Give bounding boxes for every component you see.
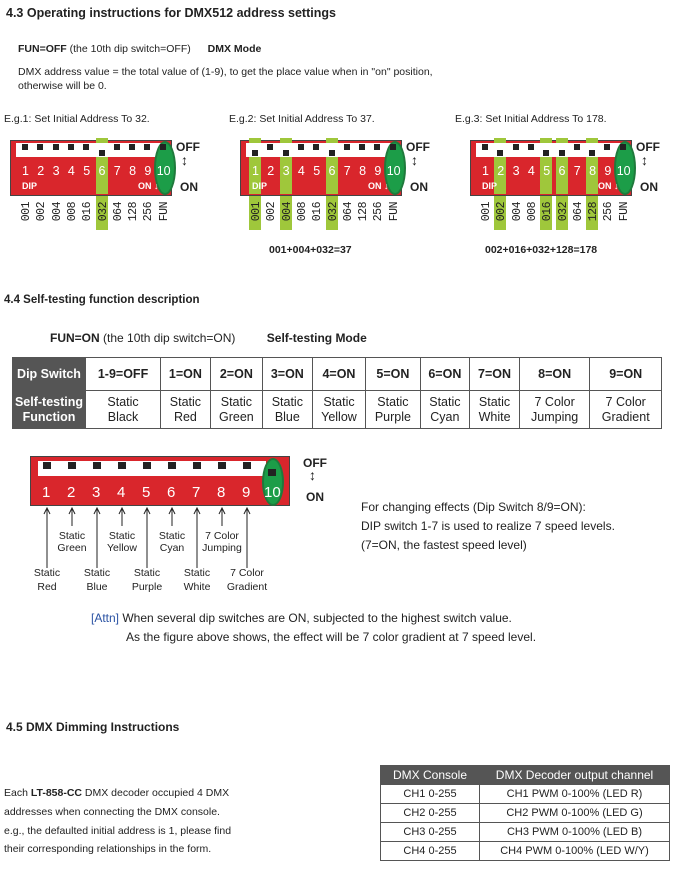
dmx-decoder-header: DMX Decoder output channel	[480, 766, 670, 785]
place-value: 064	[571, 202, 585, 222]
dip-switch	[192, 461, 202, 476]
effect-l2: Cyan	[159, 542, 185, 554]
dip-switch-knob	[390, 144, 396, 150]
dip-switch	[542, 143, 550, 155]
dip-switch	[113, 143, 121, 155]
dip-switch	[67, 461, 77, 476]
section-4-4-title: 4.4 Self-testing function description	[4, 294, 200, 306]
effect-l1: 7 Color	[205, 530, 239, 542]
function-label-l2: Function	[22, 409, 76, 424]
effect-l2: Yellow	[107, 542, 137, 554]
dip-switch	[527, 143, 535, 155]
dmx-table-row	[381, 823, 670, 842]
place-value: 016	[541, 202, 555, 222]
dip-switch	[496, 143, 504, 155]
switch-number: 2	[37, 164, 45, 178]
function-cell	[312, 391, 366, 429]
dmx-mode-label: DMX Mode	[207, 43, 262, 55]
effect-l1: Static	[58, 530, 86, 542]
dip-switch	[217, 461, 227, 476]
dip-switch	[67, 143, 75, 155]
console-cell: CH1 0-255	[381, 785, 480, 804]
dip-switch	[142, 461, 152, 476]
dmx-text-line1	[4, 787, 229, 799]
dip-switch-knob	[283, 150, 289, 156]
switch-number: 6	[167, 484, 176, 501]
attn-line2: As the figure above shows, the effect will be 7 color gradient at 7 speed level.	[126, 630, 537, 644]
switch-number: 6	[98, 164, 106, 178]
place-value: 128	[357, 202, 371, 222]
switch-number: 8	[129, 164, 137, 178]
switch-pointer-arrows	[30, 504, 290, 594]
function-l2: Gradient	[601, 409, 650, 424]
dip-switch-knob	[604, 144, 610, 150]
switch-number: 5	[83, 164, 91, 178]
example-2-dip-diagram	[240, 138, 440, 233]
fun-on-note: (the 10th dip switch=ON)	[103, 331, 236, 345]
dip-switch	[128, 143, 136, 155]
function-l1: Static	[478, 394, 511, 409]
switch-number: 10	[156, 164, 171, 178]
switch-number: 10	[616, 164, 631, 178]
place-value: FUN	[157, 202, 171, 222]
place-value: 002	[495, 202, 509, 222]
on-label: ON ↓	[598, 181, 619, 191]
section-4-3-title: 4.3 Operating instructions for DMX512 address settings	[6, 6, 336, 20]
up-down-arrow-icon: ↕	[411, 152, 418, 168]
header-cell: 1=ON	[161, 358, 211, 391]
header-cell: 7=ON	[470, 358, 520, 391]
switch-number: 2	[67, 484, 76, 501]
example-1-dip-diagram	[10, 138, 210, 233]
example-3-dip-diagram	[470, 138, 670, 233]
function-label-l1: Self-testing	[14, 394, 84, 409]
function-l1: 7 Color	[605, 394, 646, 409]
place-value: 128	[127, 202, 141, 222]
dip-switch	[297, 143, 305, 155]
function-cell	[86, 391, 161, 429]
function-cell	[590, 391, 662, 429]
switch-number: 7	[192, 484, 201, 501]
dip-switch-knob	[528, 144, 534, 150]
function-l2: Black	[107, 409, 139, 424]
dip-switch	[266, 143, 274, 155]
fun-off-label: FUN=OFF	[18, 43, 67, 55]
effects-line3: (7=ON, the fastest speed level)	[361, 538, 527, 552]
dip-label: DIP	[252, 181, 268, 191]
function-l1: Static	[107, 394, 139, 409]
dip-switch-knob	[268, 469, 276, 476]
function-l2: Red	[173, 409, 197, 424]
dip-switch-knob	[344, 144, 350, 150]
place-value: 016	[81, 202, 95, 222]
dip-switch-knob	[620, 144, 626, 150]
dip-switch	[251, 143, 259, 155]
dip-switch-knob	[589, 150, 595, 156]
switch-number: 8	[359, 164, 367, 178]
dmx-table-row	[381, 785, 670, 804]
function-cell	[519, 391, 589, 429]
function-l2: Cyan	[430, 409, 460, 424]
dip-switch-knob	[267, 144, 273, 150]
switch-number: 7	[113, 164, 121, 178]
dip-switch-knob	[559, 150, 565, 156]
place-value: 064	[341, 202, 355, 222]
dip-switch	[36, 143, 44, 155]
fun-on-label: FUN=ON	[50, 331, 100, 345]
dip-switch	[619, 143, 627, 155]
dip-switch-knob	[243, 462, 251, 469]
dip-switch	[588, 143, 596, 155]
example-3-label: E.g.3: Set Initial Address To 178.	[455, 113, 607, 125]
dip-switch-knob	[193, 462, 201, 469]
self-testing-table	[12, 357, 662, 429]
function-l2: White	[478, 409, 511, 424]
dip-switch	[481, 143, 489, 155]
place-value: 008	[65, 202, 79, 222]
dip-label: DIP	[482, 181, 498, 191]
attn-text1: When several dip switches are ON, subjected to the highest switch value.	[122, 611, 512, 625]
header-dip-switch: Dip Switch	[13, 358, 86, 391]
dmx-table-header	[381, 766, 670, 785]
switch-number: 7	[343, 164, 351, 178]
function-cell	[470, 391, 520, 429]
dmx-desc-line1: DMX address value = the total value of (1-9), to get the place value when in "on" position,	[18, 66, 433, 78]
function-l1: Static	[169, 394, 202, 409]
fun-off-note: (the 10th dip switch=OFF)	[69, 43, 191, 55]
dip-switch	[328, 143, 336, 155]
effect-l2: White	[183, 581, 211, 593]
on-label: ON	[180, 180, 198, 194]
function-l1: Static	[271, 394, 303, 409]
example-3-formula: 002+016+032+128=178	[485, 244, 598, 256]
place-value: 032	[326, 202, 340, 222]
effects-line1: For changing effects (Dip Switch 8/9=ON):	[361, 500, 586, 514]
off-label: OFF	[636, 140, 660, 154]
dip-switch	[21, 143, 29, 155]
attn-tag: [Attn]	[91, 611, 120, 625]
switch-number: 3	[92, 484, 101, 501]
dip-switch-knob	[143, 462, 151, 469]
header-cell: 6=ON	[420, 358, 470, 391]
switch-number: 9	[374, 164, 382, 178]
place-value: 016	[311, 202, 325, 222]
function-l1: Static	[377, 394, 409, 409]
dmx-text-line2: addresses when connecting the DMX console.	[4, 806, 220, 818]
off-label: OFF	[176, 140, 200, 154]
switch-number: 9	[144, 164, 152, 178]
dip-switch-knob	[482, 144, 488, 150]
dip-switch	[42, 461, 52, 476]
dip-switch-knob	[359, 144, 365, 150]
switch-number: 5	[313, 164, 321, 178]
dip-switch	[267, 461, 277, 476]
function-cell	[161, 391, 211, 429]
dmx-text-1a: Each	[4, 787, 31, 799]
dip-switch	[92, 461, 102, 476]
switch-number: 8	[589, 164, 597, 178]
function-l2: Green	[218, 409, 254, 424]
function-l2: Yellow	[321, 409, 357, 424]
dip-switch	[573, 143, 581, 155]
dip-switch-knob	[513, 144, 519, 150]
fun-off-line	[18, 43, 261, 55]
function-l2: Blue	[274, 409, 300, 424]
switch-number: 4	[297, 164, 305, 178]
place-value: 001	[480, 202, 493, 222]
example-2-formula: 001+004+032=37	[269, 244, 352, 256]
dip-switch-knob	[68, 144, 74, 150]
dip-switch-knob	[144, 144, 150, 150]
place-value: 256	[602, 202, 616, 222]
place-value: 256	[142, 202, 156, 222]
switch-number: 2	[267, 164, 275, 178]
switch-number: 7	[573, 164, 581, 178]
effect-l1: Static	[33, 567, 61, 579]
dip-switch	[373, 143, 381, 155]
header-cell: 8=ON	[519, 358, 589, 391]
switch-number: 1	[482, 164, 489, 178]
switch-number: 4	[527, 164, 535, 178]
place-value: 004	[510, 202, 524, 222]
switch-number: 8	[217, 484, 226, 501]
switch-number: 1	[252, 164, 259, 178]
switch-number: 5	[142, 484, 151, 501]
decoder-cell: CH3 PWM 0-100% (LED B)	[480, 823, 670, 842]
up-down-arrow-icon: ↕	[641, 152, 648, 168]
function-l1: Static	[220, 394, 252, 409]
function-l1: Static	[323, 394, 355, 409]
dip-switch	[389, 143, 397, 155]
switch-number: 10	[386, 164, 401, 178]
dmx-channel-table	[380, 765, 670, 861]
function-l1: Static	[429, 394, 461, 409]
switch-number: 2	[497, 164, 505, 178]
off-label: OFF	[303, 456, 327, 470]
console-cell: CH3 0-255	[381, 823, 480, 842]
dmx-desc-line2: otherwise will be 0.	[18, 80, 107, 92]
switch-number: 4	[67, 164, 75, 178]
dip-switch-knob	[329, 150, 335, 156]
dip-switch-knob	[83, 144, 89, 150]
on-label: ON	[640, 180, 658, 194]
header-cell: 1-9=OFF	[86, 358, 161, 391]
effect-l2: Blue	[86, 581, 108, 593]
dip-switch-knob	[298, 144, 304, 150]
up-down-arrow-icon: ↕	[309, 467, 316, 483]
place-value: 256	[372, 202, 386, 222]
dip-switch-knob	[168, 462, 176, 469]
dip-switch-knob	[218, 462, 226, 469]
dip-switch-knob	[53, 144, 59, 150]
switch-number: 1	[42, 484, 51, 501]
switch-number: 5	[543, 164, 551, 178]
effect-l2: Red	[37, 581, 57, 593]
place-value: FUN	[387, 202, 401, 222]
place-value: 004	[280, 202, 294, 222]
dip-switch-knob	[37, 144, 43, 150]
header-cell: 3=ON	[262, 358, 312, 391]
function-l2: Jumping	[531, 409, 579, 424]
header-cell: 2=ON	[210, 358, 262, 391]
effect-l1: Static	[108, 530, 136, 542]
dip-switch	[98, 143, 106, 155]
place-value: 002	[265, 202, 279, 222]
dip-switch-knob	[252, 150, 258, 156]
dip-switch-knob	[114, 144, 120, 150]
dmx-text-line3: e.g., the defaulted initial address is 1, please find	[4, 825, 232, 837]
up-down-arrow-icon: ↕	[181, 152, 188, 168]
dip-switch	[52, 143, 60, 155]
on-label: ON	[306, 490, 324, 504]
switch-number: 4	[117, 484, 126, 501]
dip-switch	[143, 143, 151, 155]
dip-switch-knob	[543, 150, 549, 156]
place-value: 004	[50, 202, 64, 222]
decoder-cell: CH1 PWM 0-100% (LED R)	[480, 785, 670, 804]
place-value: 032	[96, 202, 110, 222]
dip-switch	[343, 143, 351, 155]
place-value: 064	[111, 202, 125, 222]
function-cell	[262, 391, 312, 429]
dip-switch-knob	[497, 150, 503, 156]
place-value: 001	[20, 202, 33, 222]
off-label: OFF	[406, 140, 430, 154]
function-cell	[210, 391, 262, 429]
dip-switch-knob	[43, 462, 51, 469]
dip-label: DIP	[22, 181, 38, 191]
effect-l2: Jumping	[202, 542, 242, 554]
dip-switch-knob	[160, 144, 166, 150]
dip-switch	[512, 143, 520, 155]
switch-number: 6	[328, 164, 336, 178]
dmx-text-line4: their corresponding relationships in the form.	[4, 843, 212, 855]
self-testing-header-row	[13, 358, 662, 391]
place-value: FUN	[617, 202, 631, 222]
on-label: ON	[410, 180, 428, 194]
console-cell: CH4 0-255	[381, 842, 480, 861]
effect-l1: Static	[183, 567, 211, 579]
dip-switch	[282, 143, 290, 155]
function-cell	[420, 391, 470, 429]
decoder-cell: CH4 PWM 0-100% (LED W/Y)	[480, 842, 670, 861]
effect-l1: Static	[133, 567, 161, 579]
switch-number: 3	[52, 164, 60, 178]
dmx-table-row	[381, 804, 670, 823]
dip-switch-knob	[574, 144, 580, 150]
place-value: 032	[556, 202, 570, 222]
on-label: ON ↓	[138, 181, 159, 191]
switch-number: 9	[242, 484, 251, 501]
place-value: 002	[35, 202, 49, 222]
switch-number: 6	[558, 164, 566, 178]
self-testing-dip-diagram	[30, 456, 330, 596]
switch-number: 10	[264, 484, 281, 501]
dip-switch	[159, 143, 167, 155]
dip-switch	[242, 461, 252, 476]
example-2-label: E.g.2: Set Initial Address To 37.	[229, 113, 375, 125]
dmx-console-header: DMX Console	[381, 766, 480, 785]
dip-switch-knob	[118, 462, 126, 469]
dip-switch-knob	[99, 150, 105, 156]
dip-switch	[82, 143, 90, 155]
attn-line1	[91, 611, 512, 625]
place-value: 001	[250, 202, 263, 222]
dip-switch	[603, 143, 611, 155]
dip-switch-knob	[93, 462, 101, 469]
effect-l1: Static	[83, 567, 111, 579]
place-value: 008	[295, 202, 309, 222]
dip-switch	[117, 461, 127, 476]
dip-switch-knob	[374, 144, 380, 150]
switch-number: 1	[22, 164, 29, 178]
fun-on-line	[50, 331, 367, 345]
effect-l1: Static	[158, 530, 186, 542]
switch-number: 3	[512, 164, 520, 178]
self-testing-mode-label: Self-testing Mode	[266, 331, 367, 345]
header-cell: 5=ON	[366, 358, 420, 391]
dip-switch-knob	[68, 462, 76, 469]
effect-l2: Gradient	[226, 581, 268, 593]
console-cell: CH2 0-255	[381, 804, 480, 823]
on-label: ON ↓	[368, 181, 389, 191]
dip-switch	[167, 461, 177, 476]
switch-number: 9	[604, 164, 612, 178]
section-4-5-title: 4.5 DMX Dimming Instructions	[6, 720, 180, 734]
product-model: LT-858-CC	[30, 787, 83, 799]
effects-line2: DIP switch 1-7 is used to realize 7 speed levels.	[361, 519, 615, 533]
dip-switch-knob	[313, 144, 319, 150]
function-l2: Purple	[374, 409, 411, 424]
example-1-label: E.g.1: Set Initial Address To 32.	[4, 113, 150, 125]
place-value: 128	[587, 202, 601, 222]
dmx-table-row	[381, 842, 670, 861]
dip-switch	[558, 143, 566, 155]
decoder-cell: CH2 PWM 0-100% (LED G)	[480, 804, 670, 823]
switch-number: 3	[282, 164, 290, 178]
effect-l1: 7 Color	[230, 567, 264, 579]
effect-l2: Green	[57, 542, 87, 554]
effect-l2: Purple	[131, 581, 163, 593]
function-label-cell	[13, 391, 86, 429]
self-testing-function-row	[13, 391, 662, 429]
dip-switch-knob	[129, 144, 135, 150]
header-cell: 4=ON	[312, 358, 366, 391]
function-l1: 7 Color	[534, 394, 575, 409]
place-value: 008	[525, 202, 539, 222]
dmx-text-1c: DMX decoder occupied 4 DMX	[82, 787, 230, 799]
header-cell: 9=ON	[590, 358, 662, 391]
dip-switch	[312, 143, 320, 155]
dip-switch	[358, 143, 366, 155]
function-cell	[366, 391, 420, 429]
dip-switch-knob	[22, 144, 28, 150]
